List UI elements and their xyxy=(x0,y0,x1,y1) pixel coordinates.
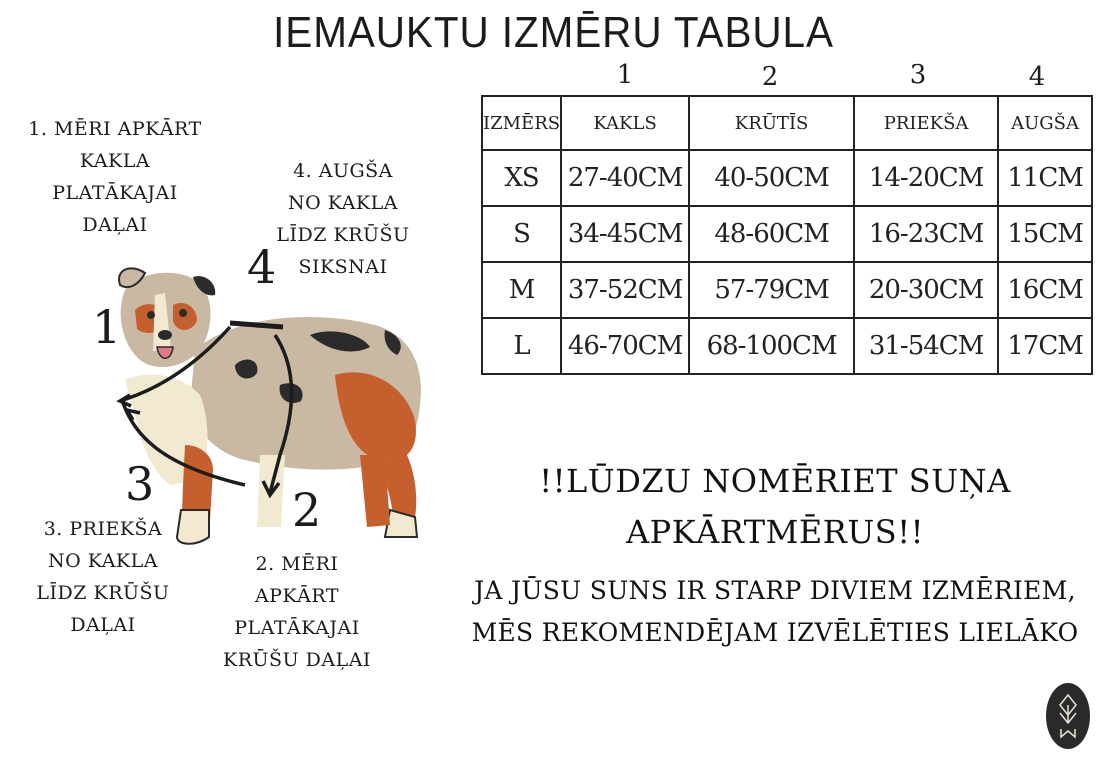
note-line: 4. AUGŠA xyxy=(293,160,393,182)
table-cell: XS xyxy=(482,150,561,206)
table-cell: 17CM xyxy=(998,318,1092,374)
table-cell: 40-50CM xyxy=(689,150,854,206)
header-neck: KAKLS xyxy=(561,96,689,150)
table-cell: 27-40CM xyxy=(561,150,689,206)
measurement-number-3: 3 xyxy=(125,457,155,511)
table-cell: L xyxy=(482,318,561,374)
table-cell: 16CM xyxy=(998,262,1092,318)
column-number-3: 3 xyxy=(909,60,927,90)
table-cell: 14-20CM xyxy=(854,150,998,206)
table-cell: 37-52CM xyxy=(561,262,689,318)
note-line: APKĀRT xyxy=(254,585,340,607)
measurement-note-1 xyxy=(20,113,210,241)
size-table xyxy=(481,95,1093,375)
table-cell: M xyxy=(482,262,561,318)
column-number-4: 4 xyxy=(1028,62,1046,92)
table-cell: 16-23CM xyxy=(854,206,998,262)
header-size: IZMĒRS xyxy=(482,96,561,150)
table-cell: 48-60CM xyxy=(689,206,854,262)
table-header-row xyxy=(482,96,1092,150)
table-cell: 68-100CM xyxy=(689,318,854,374)
note-line: 3. PRIEKŠA xyxy=(43,518,163,540)
note-line: NO KAKLA xyxy=(288,192,398,214)
table-cell: 20-30CM xyxy=(854,262,998,318)
table-cell: 31-54CM xyxy=(854,318,998,374)
note-line: DAĻAI xyxy=(82,214,148,236)
note-line: KAKLA xyxy=(79,150,151,172)
table-row xyxy=(482,150,1092,206)
table-row xyxy=(482,318,1092,374)
note-line: SIKSNAI xyxy=(298,256,388,278)
measure-notice-line-2: APKĀRTMĒRUS!! xyxy=(626,513,924,551)
measurement-number-4: 4 xyxy=(247,240,277,294)
table-row xyxy=(482,262,1092,318)
size-advice-line-2: MĒS REKOMENDĒJAM IZVĒLĒTIES LIELĀKO xyxy=(471,618,1079,647)
measurement-number-2: 2 xyxy=(292,483,322,537)
measurement-note-2 xyxy=(212,548,382,676)
measurement-number-1: 1 xyxy=(92,300,122,354)
table-cell: 46-70CM xyxy=(561,318,689,374)
measure-notice-line-1: !!LŪDZU NOMĒRIET SUŅA xyxy=(539,462,1011,500)
header-chest: KRŪTĪS xyxy=(689,96,854,150)
table-row xyxy=(482,206,1092,262)
page-title: IEMAUKTU IZMĒRU TABULA xyxy=(273,8,834,57)
column-number-2: 2 xyxy=(761,62,779,92)
size-advice-line-1: JA JŪSU SUNS IR STARP DIVIEM IZMĒRIEM, xyxy=(474,576,1076,605)
table-cell: 11CM xyxy=(998,150,1092,206)
note-line: LĪDZ KRŪŠU xyxy=(36,582,170,604)
note-line: 1. MĒRI APKĀRT xyxy=(28,118,202,140)
header-top: AUGŠA xyxy=(998,96,1092,150)
column-number-1: 1 xyxy=(616,60,634,90)
note-line: PLATĀKAJAI xyxy=(234,617,360,639)
note-line: PLATĀKAJAI xyxy=(52,182,178,204)
note-line: KRŪŠU DAĻAI xyxy=(223,649,371,671)
header-front: PRIEKŠA xyxy=(854,96,998,150)
table-cell: 15CM xyxy=(998,206,1092,262)
table-cell: 57-79CM xyxy=(689,262,854,318)
note-line: NO KAKLA xyxy=(48,550,158,572)
note-line: DAĻAI xyxy=(70,614,136,636)
table-cell: 34-45CM xyxy=(561,206,689,262)
table-cell: S xyxy=(482,206,561,262)
brand-logo-icon xyxy=(1046,683,1090,749)
note-line: LĪDZ KRŪŠU xyxy=(276,224,410,246)
note-line: 2. MĒRI xyxy=(255,553,339,575)
